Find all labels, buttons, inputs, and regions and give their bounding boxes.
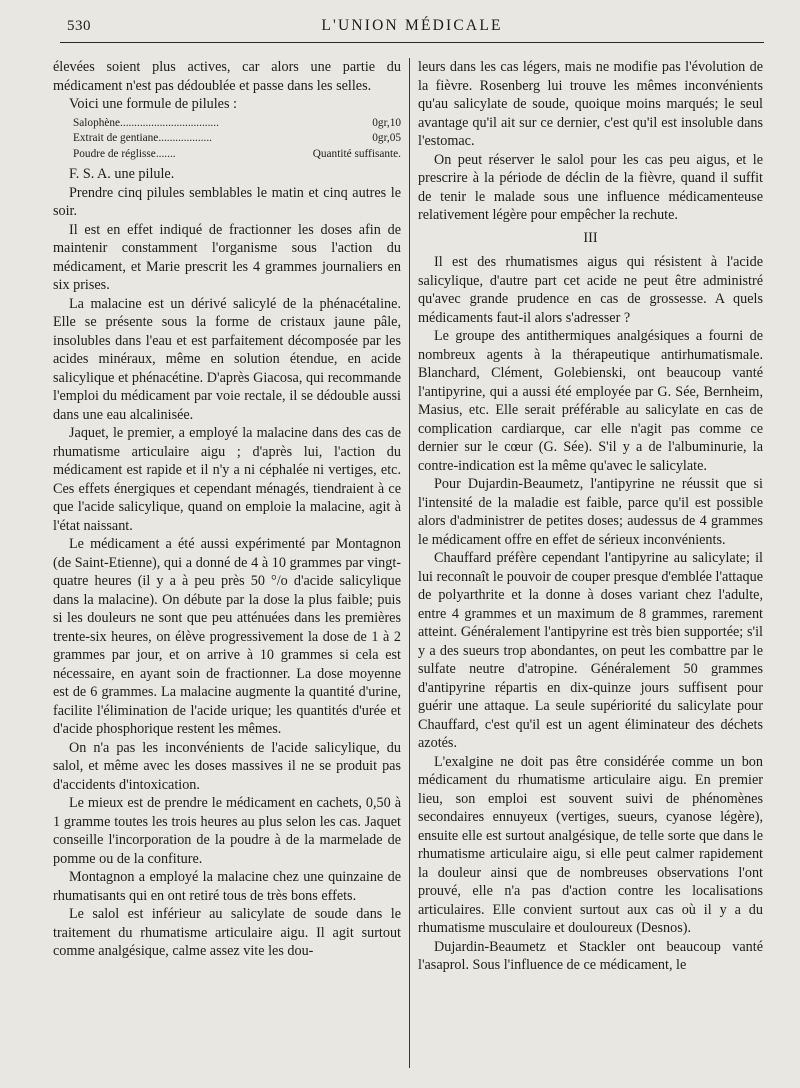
paragraph: élevées soient plus actives, car alors une partie du médicament n'est pas dédoublée et passe dans les selles. (53, 59, 401, 94)
right-column (418, 58, 763, 975)
paragraph: Le groupe des antithermiques analgésiques a fourni de nombreux agents à la thérapeutique antirhumatismale. Blanchard, Clément, Golebienski, ont beaucoup vanté l'antipyrine, qui a aussi été employée par G. Sée, Bernheim, Masius, etc. Elle serait préférable au salicylate en cas de complication cardiarque, car elle n'agit pas comme ce dernier sur le cœur (G. Sée). S'il y a de l'albuminurie, la contre-indication est la même qu'avec le salicylate. (418, 328, 763, 474)
formula-amount: 0gr,05 (372, 132, 401, 144)
paragraph: F. S. A. une pilule. (69, 166, 175, 182)
right-paragraphs-after (418, 253, 763, 975)
formula-ingredient: Salophène................................... (73, 116, 219, 129)
paragraph: Prendre cinq pilules semblables le matin et cinq autres le soir. (53, 184, 401, 219)
journal-title: L'UNION MÉDICALE (321, 17, 503, 34)
paragraph: Le médicament a été aussi expérimenté par Montagnon (de Saint-Etienne), qui a donné de 4 à 10 grammes par vingt-quatre heures (il y a à peu près 50 °/o d'acide salicylique dans la malacine). On débute par la dose la plus faible; puis si les douleurs ne sont que peu atténuées dans les premières trente-six heures, on élève progressivement la dose de 1 à 2 grammes par jour, et on arrive à 10 grammes si cela est nécessaire, en ayant soin de fractionner. La dose moyenne est de 6 grammes. La malacine augmente la quantité d'urine, facilite l'élimination de l'acide urique; les quantités d'urée et d'acide phosphorique restent les mêmes. (53, 536, 401, 737)
formula-ingredient: Extrait de gentiane................... (73, 132, 212, 144)
paragraph: La malacine est un dérivé salicylé de la phénacétaline. Elle se présente sous la forme de cristaux jaune pâle, insolubles dans l'eau et est parfaitement décomposée par les acides minéraux, même en solution étendue, en acide salicylique et phénacétine. D'après Giacosa, qui recommande l'emploi du médicament par voie rectale, il se dédouble aussi dans une eau alcalinisée. (53, 295, 401, 423)
left-paragraphs-after (53, 165, 401, 961)
formula-amount: 0gr,10 (372, 116, 401, 129)
section-number: III (583, 229, 598, 246)
paragraph: Voici une formule de pilules : (69, 96, 237, 112)
paragraph: leurs dans les cas légers, mais ne modifie pas l'évolution de la fièvre. Rosenberg lui trouve les mêmes inconvénients qu'au salicylate de soude, quoique moins marqués; le seul avantage qu'il ait sur ce dernier, c'est qu'il est insoluble dans l'estomac. (418, 59, 763, 149)
pill-formula (73, 116, 401, 163)
left-column (53, 58, 401, 961)
column-divider (409, 58, 410, 1068)
paragraph: Dujardin-Beaumetz et Stackler ont beaucoup vanté l'asaprol. Sous l'influence de ce médicament, le (418, 938, 763, 973)
paragraph: On n'a pas les inconvénients de l'acide salicylique, du salol, et même avec les doses massives il ne se produit pas d'accidents d'intoxication. (53, 739, 401, 793)
formula-amount: Quantité suffisante. (312, 147, 401, 160)
paragraph: L'exalgine ne doit pas être considérée comme un bon médicament du rhumatisme articulaire aigu. En premier lieu, son emploi est souvent suivi de phénomènes secondaires ennuyeux (vertiges, sueurs, cyanose légère), ensuite elle est surtout analgésique, de telle sorte que dans le rhumatisme articulaire aigu, si elle peut calmer rapidement la douleur ainsi que de nombreuses observations l'ont prouvé, elle n'a pas d'action contre les localisations articulaires. Elle convient surtout aux cas où il y a du rhumatisme musculaire et douloureux (Desnos). (418, 753, 763, 936)
paragraph: On peut réserver le salol pour les cas peu aigus, et le prescrire à la période de déclin de la fièvre, quand il suffit de tenir le malade sous une influence médicamenteuse relativement légère pour empêcher la rechute. (418, 151, 763, 223)
paragraph: Montagnon a employé la malacine chez une quinzaine de rhumatisants qui en ont retiré tous de très bons effets. (53, 869, 401, 904)
formula-row (73, 131, 401, 147)
paragraph: Pour Dujardin-Beaumetz, l'antipyrine ne réussit que si l'intensité de la maladie est faible, parce qu'il est possible alors d'administrer de petites doses; audessus de 4 grammes le médicament offre en effet de sérieux inconvénients. (418, 476, 763, 548)
formula-ingredient: Poudre de réglisse....... (73, 147, 176, 160)
page-header (60, 12, 764, 38)
paragraph: Le mieux est de prendre le médicament en cachets, 0,50 à 1 gramme toutes les trois heures au plus selon les cas. Jaquet conseille l'incorporation de la poudre à de la marmelade de pomme ou de la confiture. (53, 795, 401, 867)
right-paragraphs-before (418, 58, 763, 225)
paragraph: Chauffard préfère cependant l'antipyrine au salicylate; il lui reconnaît le pouvoir de couper presque d'emblée l'attaque de polyarthrite et la donne à doses variant chez l'adulte, entre 4 grammes et un maximum de 8 grammes, rarement atteint. Généralement l'antipyrine est très bien supportée; s'il y a des sueurs trop abondantes, on peut les combattre par le sulfate neutre d'atropine. Généralement 50 grammes d'antipyrine répartis en dix-quinze jours suffisent pour guérir une attaque. La seule supériorité du salicylate pour Chauffard, c'est qu'il est un agent éliminateur des déchets azotés. (418, 550, 763, 751)
left-paragraphs-before (53, 58, 401, 114)
formula-row (73, 116, 401, 132)
paragraph: Il est en effet indiqué de fractionner les doses afin de maintenir constamment l'organisme sous l'action du médicament, et Marie prescrit les 4 grammes journaliers en six prises. (53, 221, 401, 293)
paragraph: Il est des rhumatismes aigus qui résistent à l'acide salicylique, d'autre part cet acide ne peut être administré qu'avec grande prudence en cas de grossesse. A quels médicaments faut-il alors s'adresser ? (418, 254, 763, 326)
paragraph: Le salol est inférieur au salicylate de soude dans le traitement du rhumatisme articulaire aigu. Il agit surtout comme analgésique, calme assez vite les dou- (53, 906, 401, 959)
formula-row (73, 147, 401, 163)
page-number: 530 (67, 18, 91, 34)
paragraph: Jaquet, le premier, a employé la malacine dans des cas de rhumatisme articulaire aigu ; d'après lui, l'action du médicament est rapide et il n'y a ni céphalée ni vertiges, etc. Ces effets énergiques et cependant ménagés, tiendraient à ce que l'acide salicylique, quand on emploie la malacine, agit à l'état naissant. (53, 425, 401, 534)
header-rule (60, 42, 764, 43)
